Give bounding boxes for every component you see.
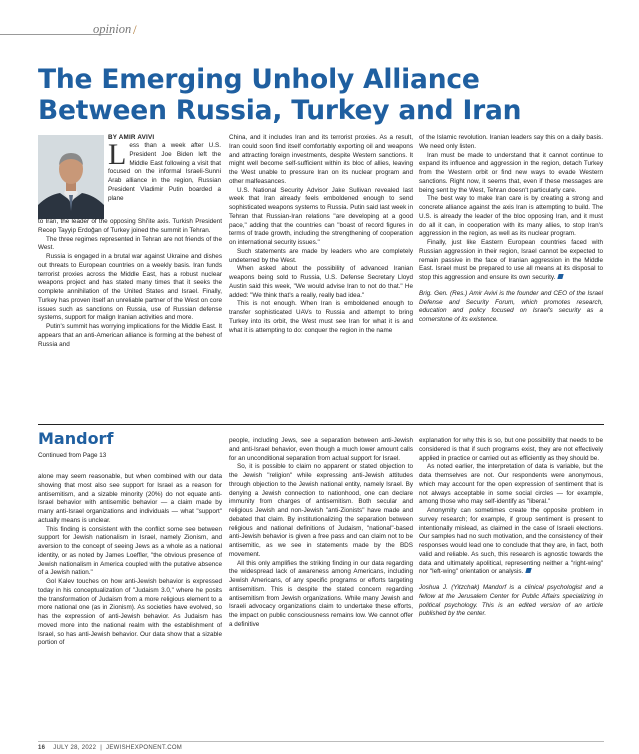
paragraph: alone may seem reasonable, but when combined with our data showing that most also see support for Israel as a reason for antisemitism, and a sizable minority (20%) do not equate anti-Israel behavior with antisemitic behavior — a claim made by many anti-Israel organizations and individuals — what "support" actually means is unclear. [38, 473, 222, 524]
article-column-1 [38, 218, 222, 349]
section-label: opinion [93, 22, 132, 36]
paragraph: Such statements are made by leaders who are completely undeterred by the West. [229, 247, 413, 264]
mandorf-column-3 [419, 437, 603, 619]
paragraph: to Iran, the leader of the opposing Shi'ite axis. Turkish President Recep Tayyip Erdoğan of Turkey joined the summit in Tehran. [38, 218, 222, 234]
page-footer [38, 745, 182, 751]
end-mark-icon [558, 274, 564, 279]
paragraph: Russia is engaged in a brutal war against Ukraine and dishes out threats to European countries on a weekly basis. Iran funds terrorist proxies across the Middle East, has a robust nuclear weapons project and has stated many times that it seeks the complete annihilation of the United States and Israel. Finally, Turkey has proven itself an unreliable partner of the West on core issues such as sanctions on Russia, use of Russian defense systems, support for malign Iranian activities and more. [38, 253, 222, 322]
drop-cap: L [108, 138, 127, 171]
paragraph: As noted earlier, the interpretation of data is variable, but the data themselves are not. Our respondents were anonymous, which may account for the open expression of sentiment that is not always acceptable in some social circles — for example, among those who may self-identify as "liberal." [419, 463, 603, 506]
paragraph: All this only amplifies the striking finding in our data regarding the widespread lack of awareness among Americans, including Jewish Americans, of any specific programs or efforts targeting antisemitism. This is despite the stated concern regarding antisemitism from Jewish organizations. While many Jewish and Israeli advocacy organizations claim to undertake these efforts, the impact on public consciousness remains low. We cannot offer a definitive [229, 559, 413, 628]
section-slash-icon: / [133, 22, 137, 37]
lead-text: ess than a week after U.S. President Joe Biden left the Middle East following a visit that focused on the informal Israeli-Sunni Arab alliance in the region, Russian President Vladimir Putin boarded a plane [108, 142, 221, 202]
footer-separator: | [98, 745, 105, 751]
issue-date: JULY 28, 2022 [53, 745, 97, 751]
paragraph: Gol Kalev touches on how anti-Jewish behavior is expressed today in his conceptualization of "Judaism 3.0," where he posits the transformation of Judaism from a more religious element to a more national one (as in Zionism). As societies have evolved, so has the expression of anti-Jewish behavior. As Judaism has moved more into the national realm with the establishment of Israel, so has anti-Jewish behavior. Our data show that a sizable portion of [38, 578, 222, 647]
paragraph [419, 239, 603, 283]
article-column-2 [229, 134, 413, 335]
headline: The Emerging Unholy Alliance Between Russia, Turkey and Iran [38, 64, 522, 126]
paragraph: This is not enough. When Iran is emboldened enough to transfer sophisticated UAVs to Russia and attempt to bring Turkey into its orbit, the West must see Iran for what it is and what it is attempting to do: conquer the region in the name [229, 300, 413, 334]
paragraph: people, including Jews, see a separation between anti-Jewish and anti-Israel behavior, even though a much lower amount calls for an unconditional separation from actual support for Israel. [229, 437, 413, 462]
paragraph: U.S. National Security Advisor Jake Sullivan revealed last week that Iran already feels emboldened enough to send sophisticated weapons systems to Russia. Putin said last week in Tehran that Russian-Iran relations "are developing at a good pace," adding that the countries can "boast of record figures in terms of trade growth, including the strengthening of cooperation on international security issues." [229, 186, 413, 246]
article-column-3 [419, 134, 603, 325]
footer-rule [38, 741, 604, 742]
paragraph: The three regimes represented in Tehran are not friends of the West. [38, 235, 222, 252]
paragraph: Putin's summit has worrying implications for the Middle East. It appears that an anti-American alliance is forming at the behest of Russia and [38, 323, 222, 348]
paragraph: of the Islamic revolution. Iranian leaders say this on a daily basis. We need only listen. [419, 134, 603, 150]
paragraph: The best way to make Iran care is by creating a strong and concrete alliance against the axis Iran is attempting to build. The U.S. is already the leader of the bloc opposing Iran, and it must do all it can, in cooperation with its many allies, to stop Iran's aggression in the region, as well as its nuclear program. [419, 195, 603, 238]
continued-from: Continued from Page 13 [38, 452, 107, 459]
page-number: 16 [38, 745, 46, 751]
byline: BY AMIR AVIVI [108, 134, 155, 141]
paragraph: This finding is consistent with the conflict some see between support for Jewish nationalism in Israel, namely Zionism, and aversion to the concept of seeing Jews as a whole as a national identity, or as noted by James Loeffler, "the obvious presence of Jewish nationalism in America coupled with the putative absence of a Jewish nation." [38, 525, 222, 577]
author-bio: Brig. Gen. (Res.) Amir Avivi is the founder and CEO of the Israel Defense and Security Forum, which promotes research, education and policy focused on Israel's security as a cornerstone of its existence. [419, 289, 603, 323]
paragraph: So, it is possible to claim no apparent or stated objection to the Jewish "religion" while expressing anti-Jewish attitudes through objection to the Jewish national entity, namely Israel. By denying a Jewish connection to nationhood, one can declare immunity from charges of antisemitism. Both secular and religious Jewish and non-Jewish "anti-Zionists" have made and debated that claim. By institutionalizing the separation between religious and national definitions of Judaism, "national"-based anti-Jewish behavior is given a free pass and can claim not to be antisemitic, as we see in statements made by the BDS movement. [229, 463, 413, 558]
lead-paragraph [108, 138, 221, 203]
mandorf-title: Mandorf [38, 429, 114, 448]
end-mark-icon [526, 568, 532, 573]
paragraph: China, and it includes Iran and its terrorist proxies. As a result, Iran could soon find itself comfortably exporting oil and weapons and attracting foreign investments, despite Western sanctions. It might well become self-sufficient within its bloc of allies, leaving the West unable to pressure Iran on its nuclear program and other malfeasances. [229, 134, 413, 185]
paragraph: Iran must be made to understand that it cannot continue to expand its influence and aggression in the region, detach Turkey from the Western orbit or find new ways to evade Western sanctions. Right now, it seems that, even if these messages are being sent by the West, Tehran doesn't particularly care. [419, 151, 603, 194]
paragraph: explanation for why this is so, but one possibility that needs to be considered is that if such programs exist, they are not effectively applied in practice or carried out as efficiently as they should be. [419, 437, 603, 462]
article-lead [108, 138, 221, 203]
author-photo [38, 135, 104, 219]
author-bio: Joshua J. (Yitzchak) Mandorf is a clinical psychologist and a fellow at the Jerusalem Center for Public Affairs specializing in political psychology. This is an edited version of an article published by the center. [419, 584, 603, 618]
section-divider [38, 424, 604, 425]
paragraph: When asked about the possibility of advanced Iranian weapons being sold to Russia, U.S. Defense Secretary Lloyd Austin said this week, "We would advise Iran to not do that." He added: "We think that's a really, really bad idea." [229, 265, 413, 299]
site-name: JEWISHEXPONENT.COM [106, 745, 183, 751]
paragraph-text: Finally, just like Eastern European countries faced with Russian aggression in their region, Israel cannot be expected to remain passive in the face of Iranian aggression in the Middle East. Israel must be prepared to use all means at its disposal to stop this aggression and ensure its own security. [419, 239, 603, 281]
mandorf-column-1 [38, 473, 222, 648]
author-photo-icon [38, 135, 104, 219]
mandorf-column-2 [229, 437, 413, 630]
paragraph-text: Anonymity can sometimes create the opposite problem in survey research; for example, if group sentiment is present to intentionally mislead, as claimed in the case of Israeli elections. Our samples had no such motivation, and the consistency of their responses would lead one to conclude that they are, in fact, both valid and reliable. As such, this research is agnostic towards the data and ultimately apolitical, representing neither a "right-wing" nor "left-wing" orientation or analysis. [419, 507, 603, 576]
paragraph [419, 507, 603, 577]
